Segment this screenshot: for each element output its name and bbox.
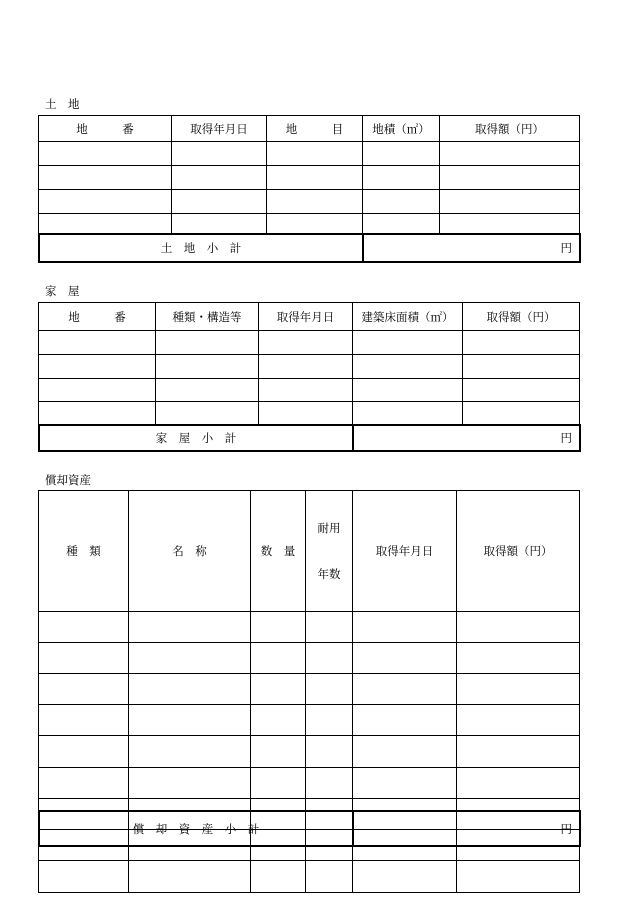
house-subtotal-box <box>38 424 581 452</box>
table-cell <box>251 705 306 736</box>
subtotal-row <box>39 234 580 262</box>
header-acquisition-date: 取得年月日 <box>353 491 457 612</box>
table-cell <box>363 214 440 235</box>
header-land-category: 地 目 <box>267 116 363 142</box>
table-cell <box>363 142 440 166</box>
table-cell <box>353 861 457 893</box>
table-row <box>39 379 580 402</box>
header-parcel-number: 地 番 <box>39 303 156 331</box>
house-table <box>38 302 580 426</box>
table-cell <box>172 190 267 214</box>
table-cell <box>306 705 353 736</box>
header-acquisition-date: 取得年月日 <box>259 303 353 331</box>
table-cell <box>39 142 172 166</box>
table-cell <box>156 402 259 426</box>
table-row <box>39 768 580 799</box>
yen-unit: 円 <box>560 241 572 255</box>
table-cell <box>251 643 306 674</box>
table-cell <box>353 768 457 799</box>
subtotal-row <box>39 811 580 846</box>
header-parcel-number: 地 番 <box>39 116 172 142</box>
table-cell <box>129 674 251 705</box>
table-cell <box>306 643 353 674</box>
section-title-depreciable-assets: 償却資産 <box>45 473 91 487</box>
table-header-row <box>39 491 580 612</box>
table-row <box>39 331 580 355</box>
table-cell <box>463 331 580 355</box>
table-row <box>39 674 580 705</box>
header-type-structure: 種類・構造等 <box>156 303 259 331</box>
table-cell <box>457 861 580 893</box>
table-cell <box>129 861 251 893</box>
table-cell <box>440 214 580 235</box>
table-cell <box>353 705 457 736</box>
table-cell <box>259 402 353 426</box>
table-cell <box>306 612 353 643</box>
table-cell <box>363 190 440 214</box>
table-cell <box>251 861 306 893</box>
table-header-row <box>39 116 580 142</box>
house-subtotal-amount <box>353 425 580 451</box>
land-table <box>38 115 580 235</box>
table-cell <box>457 674 580 705</box>
header-useful-life-line-1: 耐用 <box>317 521 341 535</box>
table-cell <box>39 190 172 214</box>
table-cell <box>440 142 580 166</box>
table-cell <box>39 379 156 402</box>
table-cell <box>259 355 353 379</box>
section-title-house: 家 屋 <box>45 284 80 298</box>
table-row <box>39 402 580 426</box>
table-cell <box>353 402 463 426</box>
table-cell <box>172 214 267 235</box>
table-row <box>39 736 580 768</box>
table-row <box>39 355 580 379</box>
header-quantity: 数 量 <box>251 491 306 612</box>
table-cell <box>129 736 251 768</box>
table-cell <box>353 674 457 705</box>
table-row <box>39 643 580 674</box>
header-type: 種 類 <box>39 491 129 612</box>
header-name: 名 称 <box>129 491 251 612</box>
yen-unit: 円 <box>560 821 572 836</box>
table-cell <box>39 355 156 379</box>
table-cell <box>267 166 363 190</box>
table-cell <box>306 674 353 705</box>
table-row <box>39 705 580 736</box>
header-acquisition-amount: 取得額（円） <box>440 116 580 142</box>
table-cell <box>440 190 580 214</box>
table-row <box>39 190 580 214</box>
table-cell <box>353 379 463 402</box>
subtotal-row <box>39 425 580 451</box>
header-useful-life <box>306 491 353 612</box>
table-cell <box>463 379 580 402</box>
table-cell <box>259 379 353 402</box>
yen-unit: 円 <box>560 431 572 445</box>
table-cell <box>457 643 580 674</box>
depreciable-assets-subtotal-amount <box>353 811 580 846</box>
table-row <box>39 612 580 643</box>
table-cell <box>39 612 129 643</box>
table-cell <box>39 331 156 355</box>
table-cell <box>156 331 259 355</box>
table-cell <box>129 705 251 736</box>
header-floor-area: 建築床面積（㎡） <box>353 303 463 331</box>
table-cell <box>251 612 306 643</box>
table-cell <box>353 643 457 674</box>
table-cell <box>129 643 251 674</box>
table-cell <box>39 402 156 426</box>
table-cell <box>363 166 440 190</box>
table-cell <box>353 736 457 768</box>
table-cell <box>267 190 363 214</box>
table-cell <box>129 612 251 643</box>
table-cell <box>39 768 129 799</box>
table-cell <box>457 705 580 736</box>
table-cell <box>39 736 129 768</box>
table-cell <box>39 705 129 736</box>
table-cell <box>306 861 353 893</box>
table-cell <box>306 768 353 799</box>
table-cell <box>172 142 267 166</box>
table-cell <box>172 166 267 190</box>
table-cell <box>267 142 363 166</box>
table-cell <box>156 379 259 402</box>
table-cell <box>353 612 457 643</box>
table-cell <box>353 331 463 355</box>
house-subtotal-label: 家 屋 小 計 <box>39 425 353 451</box>
header-land-area: 地積（㎡） <box>363 116 440 142</box>
table-cell <box>463 355 580 379</box>
table-row <box>39 166 580 190</box>
table-cell <box>457 612 580 643</box>
table-row <box>39 861 580 893</box>
table-cell <box>463 402 580 426</box>
land-subtotal-label: 土 地 小 計 <box>39 234 363 262</box>
depreciable-assets-subtotal-box <box>38 810 581 847</box>
table-header-row <box>39 303 580 331</box>
depreciable-assets-subtotal-label: 償 却 資 産 小 計 <box>39 811 353 846</box>
table-cell <box>440 166 580 190</box>
table-row <box>39 142 580 166</box>
table-cell <box>39 643 129 674</box>
header-acquisition-amount: 取得額（円） <box>463 303 580 331</box>
table-cell <box>39 861 129 893</box>
table-cell <box>457 768 580 799</box>
table-cell <box>251 674 306 705</box>
table-cell <box>259 331 353 355</box>
table-cell <box>306 736 353 768</box>
table-row <box>39 214 580 235</box>
land-subtotal-box <box>38 233 581 263</box>
section-title-land: 土 地 <box>45 97 80 111</box>
table-cell <box>251 768 306 799</box>
table-cell <box>251 736 306 768</box>
table-cell <box>457 736 580 768</box>
table-cell <box>129 768 251 799</box>
land-subtotal-amount <box>363 234 580 262</box>
header-acquisition-date: 取得年月日 <box>172 116 267 142</box>
table-cell <box>39 674 129 705</box>
table-cell <box>39 214 172 235</box>
header-acquisition-amount: 取得額（円） <box>457 491 580 612</box>
table-cell <box>353 355 463 379</box>
table-cell <box>267 214 363 235</box>
table-cell <box>156 355 259 379</box>
table-cell <box>39 166 172 190</box>
header-useful-life-line-2: 年数 <box>317 567 341 581</box>
